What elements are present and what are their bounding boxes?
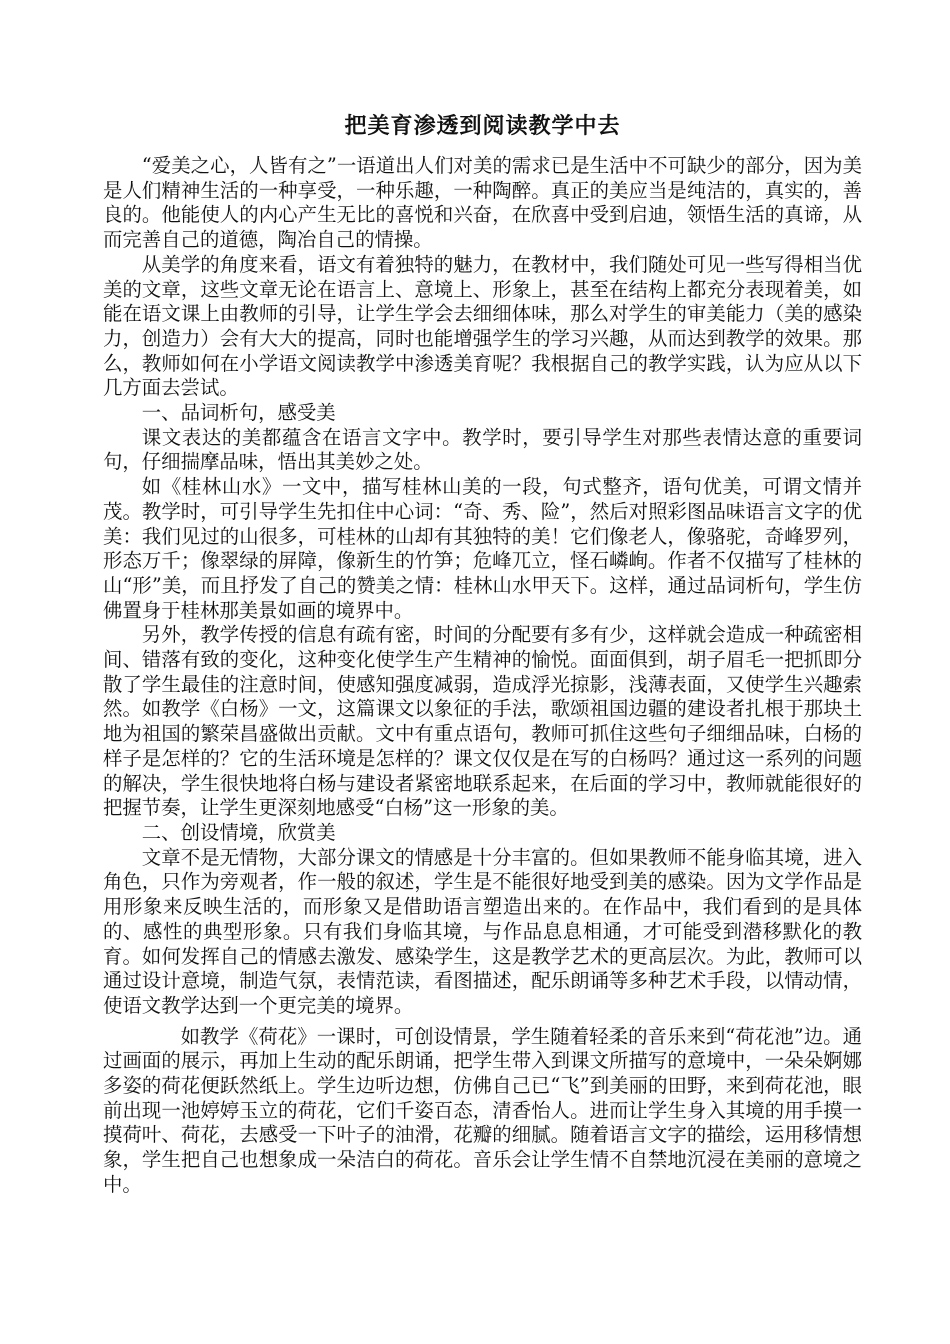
paragraph-intro: “爱美之心，人皆有之”一语道出人们对美的需求已是生活中不可缺少的部分，因为美是人们精神生活的一种享受，一种乐趣，一种陶醉。真正的美应当是纯洁的，真实的，善良的。他能使人的内心产生无比的喜悦和兴奋，在欣喜中受到启迪，领悟生活的真谛，从而完善自己的道德，陶冶自己的情操。 bbox=[103, 154, 862, 252]
section-heading-2: 二、创设情境，欣赏美 bbox=[141, 820, 336, 844]
paragraph-aesthetics: 从美学的角度来看，语文有着独特的魅力，在教材中，我们随处可见一些写得相当优美的文章，这些文章无论在语言上、意境上、形象上，甚至在结构上都充分表现着美，如能在语文课上由教师的引导，让学生学会去细细体味，那么对学生的审美能力（美的感染力，创造力）会有大大的提高，同时也能增强学生的学习兴趣，从而达到教学的效果。那么，教师如何在小学语文阅读教学中渗透美育呢？我根据自己的教学实践，认为应从以下几方面去尝试。 bbox=[103, 252, 862, 400]
paragraph-baiyang-example: 另外，教学传授的信息有疏有密，时间的分配要有多有少，这样就会造成一种疏密相间、错落有致的变化，这种变化使学生产生精神的愉悦。面面俱到，胡子眉毛一把抓即分散了学生最佳的注意时间，使感知强度减弱，造成浮光掠影，浅薄表面，又使学生兴趣索然。如教学《白杨》一文，这篇课文以象征的手法，歌颂祖国边疆的建设者扎根于那块土地为祖国的繁荣昌盛做出贡献。文中有重点语句，教师可抓住这些句子细细品味，白杨的样子是怎样的？它的生活环境是怎样的？课文仅仅是在写的白杨吗？通过这一系列的问题的解决，学生很快地将白杨与建设者紧密地联系起来，在后面的学习中，教师就能很好的把握节奏，让学生更深刻地感受“白杨”这一形象的美。 bbox=[103, 623, 862, 820]
document-title: 把美育渗透到阅读教学中去 bbox=[344, 114, 621, 139]
document-page bbox=[103, 106, 862, 1198]
paragraph-section1-intro: 课文表达的美都蕴含在语言文字中。教学时，要引导学生对那些表情达意的重要词句，仔细揣摩品味，悟出其美妙之处。 bbox=[103, 425, 862, 474]
paragraph-hehua-example: 如教学《荷花》一课时，可创设情景，学生随着轻柔的音乐来到“荷花池”边。通过画面的展示，再加上生动的配乐朗诵，把学生带入到课文所描写的意境中，一朵朵婀娜多姿的荷花便跃然纸上。学生边听边想，仿佛自己已“飞”到美丽的田野，来到荷花池，眼前出现一池婷婷玉立的荷花，它们千姿百态，清香怡人。进而让学生身入其境的用手摸一摸荷叶、荷花，去感受一下叶子的油滑，花瓣的细腻。随着语言文字的描绘，运用移情想象，学生把自己也想象成一朵洁白的荷花。音乐会让学生情不自禁地沉浸在美丽的意境之中。 bbox=[103, 1024, 862, 1196]
section-heading-1: 一、品词析句，感受美 bbox=[141, 401, 336, 425]
paragraph-section2-intro: 文章不是无情物，大部分课文的情感是十分丰富的。但如果教师不能身临其境，进入角色，只作为旁观者，作一般的叙述，学生是不能很好地受到美的感染。因为文学作品是用形象来反映生活的，而形象又是借助语言塑造出来的。在作品中，我们看到的是具体的、感性的典型形象。只有我们身临其境，与作品息息相通，才可能受到潜移默化的教育。如何发挥自己的情感去激发、感染学生，这是教学艺术的更高层次。为此，教师可以通过设计意境，制造气氛，表情范读，看图描述，配乐朗诵等多种艺术手段，以情动情，使语文教学达到一个更完美的境界。 bbox=[103, 845, 862, 1017]
paragraph-guilin-example: 如《桂林山水》一文中，描写桂林山美的一段，句式整齐，语句优美，可谓文情并茂。教学时，可引导学生先扣住中心词：“奇、秀、险”，然后对照彩图品味语言文字的优美：我们见过的山很多，可桂林的山却有其独特的美！它们像老人，像骆驼，奇峰罗列，形态万千；像翠绿的屏障，像新生的竹笋；危峰兀立，怪石嶙峋。作者不仅描写了桂林的山“形”美，而且抒发了自己的赞美之情：桂林山水甲天下。这样，通过品词析句，学生仿佛置身于桂林那美景如画的境界中。 bbox=[103, 475, 862, 622]
